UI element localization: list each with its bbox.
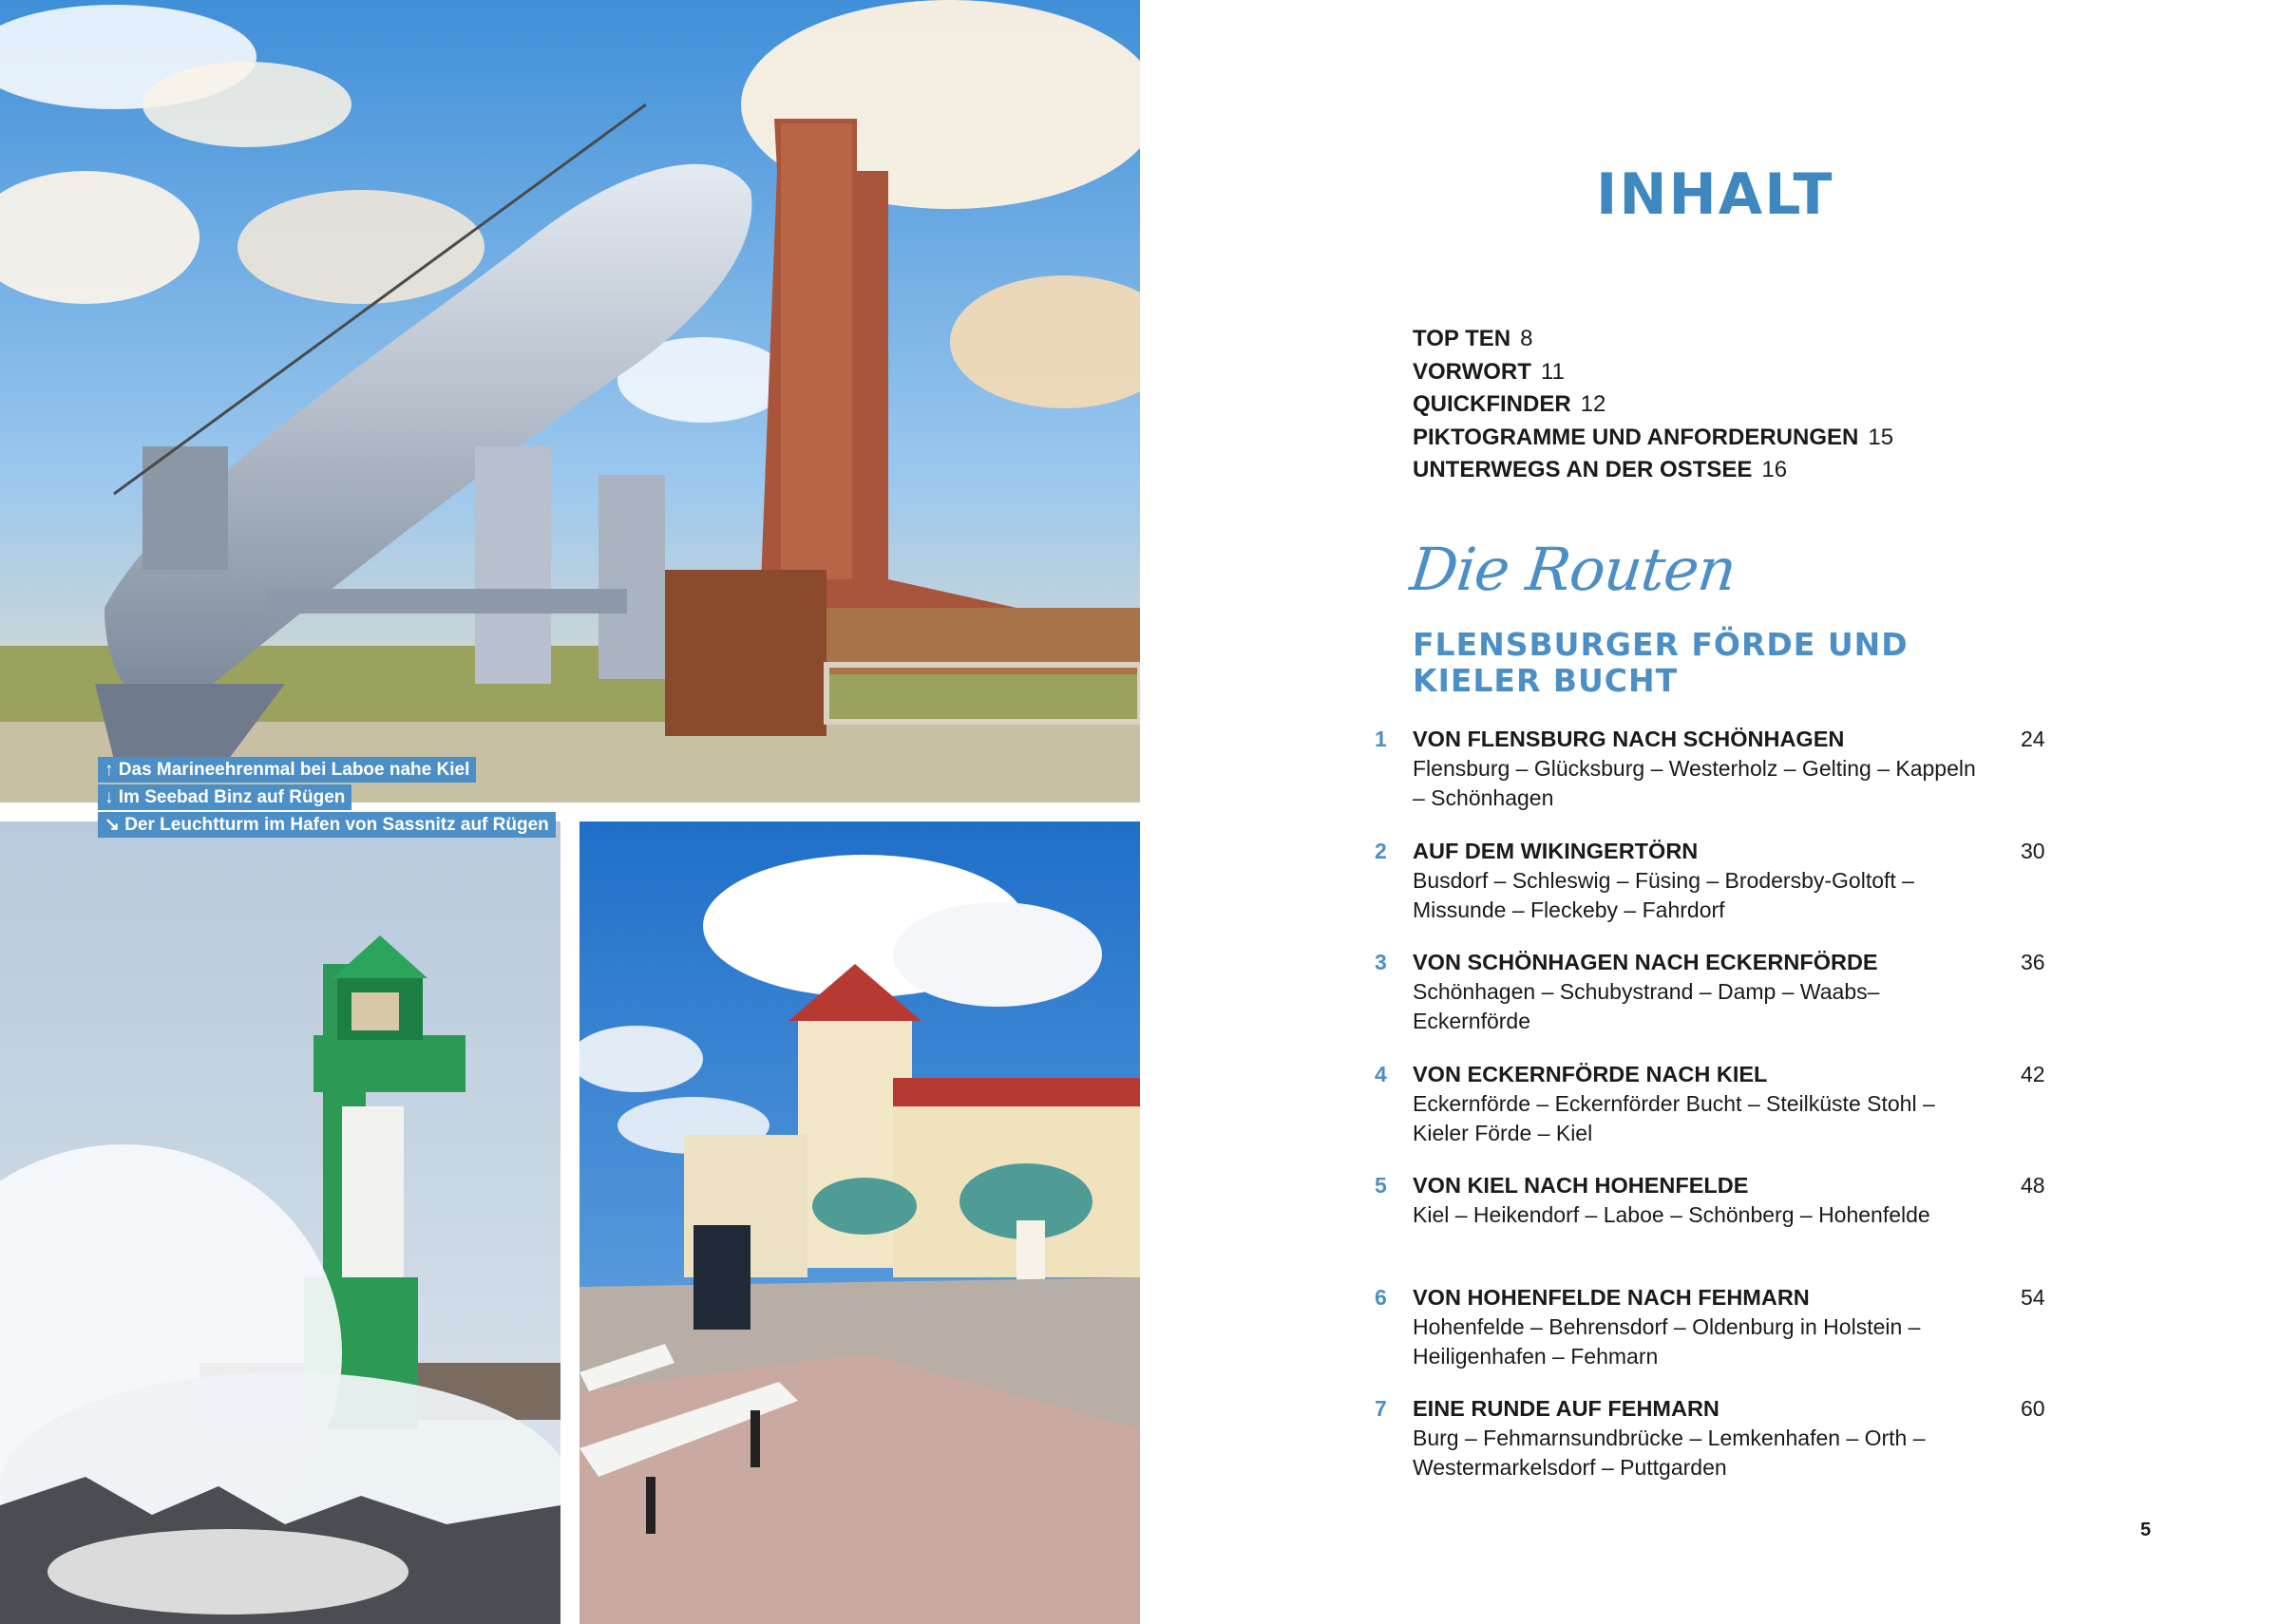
page-number: 5 xyxy=(2140,1520,2152,1540)
front-matter-list xyxy=(1413,323,1893,487)
toc-entry-quickfinder[interactable]: QUICKFINDER 12 xyxy=(1413,391,1606,417)
route-number: 1 xyxy=(1375,727,1387,751)
route-places: Busdorf – Schleswig – Füsing – Brodersby-Goltoft – Missunde – Fleckeby – Fahrdorf xyxy=(1413,867,1914,922)
route-entry-2[interactable] xyxy=(1375,837,2059,949)
route-places: Burg – Fehmarnsundbrücke – Lemkenhafen – Orth – Westermarkelsdorf – Puttgarden xyxy=(1413,1426,1926,1480)
route-title: VON FLENSBURG NACH SCHÖNHAGEN xyxy=(1413,727,1845,751)
route-entry-5[interactable] xyxy=(1375,1171,2059,1283)
route-number: 6 xyxy=(1375,1284,1387,1310)
route-page: 36 xyxy=(2021,950,2045,974)
caption-marineehrenmal: ↑ Das Marineehrenmal bei Laboe nahe Kiel xyxy=(98,757,476,783)
arrow-down-right-icon: ↘ xyxy=(104,815,120,835)
route-title: VON ECKERNFÖRDE NACH KIEL xyxy=(1413,1061,1768,1086)
route-entry-1[interactable] xyxy=(1375,725,2059,837)
route-page: 24 xyxy=(2021,727,2045,751)
toc-entry-unterwegs[interactable]: UNTERWEGS AN DER OSTSEE 16 xyxy=(1413,457,1788,482)
toc-title: INHALT xyxy=(1596,161,1834,228)
route-title: VON HOHENFELDE NACH FEHMARN xyxy=(1413,1284,1810,1310)
route-places: Schönhagen – Schubystrand – Damp – Waabs– Eckernförde xyxy=(1413,979,1880,1033)
route-entry-6[interactable] xyxy=(1375,1283,2059,1395)
route-title: VON KIEL NACH HOHENFELDE xyxy=(1413,1173,1749,1198)
route-places: Kiel – Heikendorf – Laboe – Schönberg – Hohenfelde xyxy=(1413,1202,1930,1227)
toc-entry-vorwort[interactable]: VORWORT 11 xyxy=(1413,358,1565,385)
route-entry-4[interactable] xyxy=(1375,1060,2059,1172)
route-entry-3[interactable] xyxy=(1375,948,2059,1060)
photo-captions xyxy=(98,757,556,840)
submarine-and-memorial-tower-photo xyxy=(0,0,1140,803)
route-places: Hohenfelde – Behrensdorf – Oldenburg in Holstein – Heiligenhafen – Fehmarn xyxy=(1413,1313,1921,1369)
toc-entry-top-ten[interactable]: TOP TEN 8 xyxy=(1413,326,1533,351)
lighthouse-in-surf-photo xyxy=(0,821,560,1624)
route-number: 4 xyxy=(1375,1061,1387,1086)
route-page: 42 xyxy=(2021,1061,2045,1086)
arrow-down-icon: ↓ xyxy=(104,787,114,807)
seaside-promenade-photo xyxy=(580,821,1140,1624)
route-number: 3 xyxy=(1375,950,1387,974)
route-title: AUF DEM WIKINGERTÖRN xyxy=(1413,838,1699,863)
routes-list xyxy=(1375,725,2059,1506)
section-title: FLENSBURGER FÖRDE UND KIELER BUCHT xyxy=(1413,626,1909,699)
route-page: 60 xyxy=(2021,1396,2045,1421)
route-page: 30 xyxy=(2021,838,2045,863)
caption-leuchtturm-sassnitz: ↘ Der Leuchtturm im Hafen von Sassnitz auf Rügen xyxy=(98,812,556,838)
route-page: 48 xyxy=(2021,1173,2045,1198)
arrow-up-icon: ↑ xyxy=(104,760,114,780)
route-title: VON SCHÖNHAGEN NACH ECKERNFÖRDE xyxy=(1413,950,1878,974)
route-number: 5 xyxy=(1375,1173,1387,1198)
route-title: EINE RUNDE AUF FEHMARN xyxy=(1413,1396,1720,1421)
routes-heading: Die Routen xyxy=(1407,535,1739,604)
toc-entry-piktogramme[interactable]: PIKTOGRAMME UND ANFORDERUNGEN 15 xyxy=(1413,424,1894,450)
route-number: 2 xyxy=(1375,838,1387,863)
route-places: Eckernförde – Eckernförder Bucht – Steilküste Stohl – Kieler Förde – Kiel xyxy=(1413,1090,1935,1145)
caption-seebad-binz: ↓ Im Seebad Binz auf Rügen xyxy=(98,784,352,810)
route-page: 54 xyxy=(2021,1284,2045,1310)
route-entry-7[interactable] xyxy=(1375,1394,2059,1506)
route-places: Flensburg – Glücksburg – Westerholz – Gelting – Kappeln – Schönhagen xyxy=(1413,756,1976,810)
route-number: 7 xyxy=(1375,1396,1387,1421)
